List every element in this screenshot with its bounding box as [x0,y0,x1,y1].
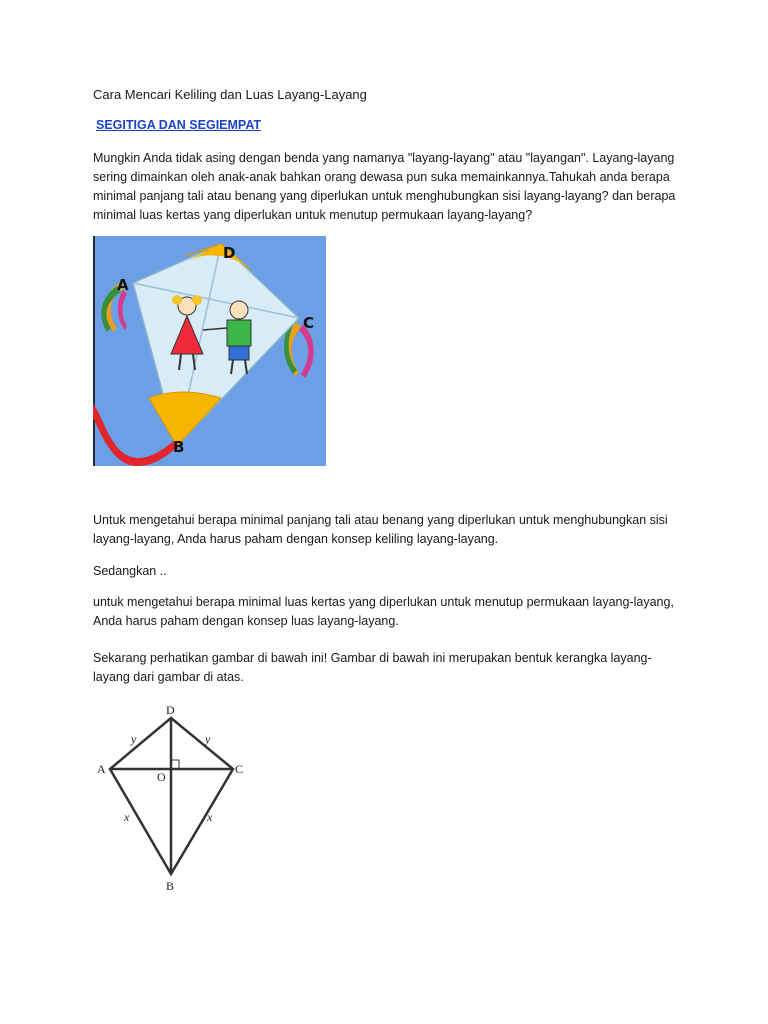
intro-paragraph: Mungkin Anda tidak asing dengan benda yang namanya "layang-layang" atau "layangan". Layang-layang sering dimainkan oleh anak-anak bahkan orang dewasa pun suka memainkannya.Tahukah anda berapa minimal panjang tali atau benang yang diperlukan untuk menghubungkan sisi layang-layang? dan berapa minimal luas kertas yang diperlukan untuk menutup permukaan layang-layang? [93,151,676,222]
diagram-label-b: B [166,879,175,893]
keliling-paragraph: Untuk mengetahui berapa minimal panjang tali atau benang yang diperlukan untuk menghubungkan sisi layang-layang, Anda harus paham dengan konsep keliling layang-layang. [93,513,668,546]
kite-illustration [93,236,326,466]
diagram-side-upper-right: y [205,732,211,746]
kite-label-c: C [303,314,315,332]
diagram-side-lower-right: x [207,810,213,824]
diagram-side-upper-left: y [131,732,137,746]
gambar-paragraph: Sekarang perhatikan gambar di bawah ini! Gambar di bawah ini merupakan bentuk kerangka layang-layang dari gambar di atas. [93,651,652,684]
luas-paragraph: untuk mengetahui berapa minimal luas kertas yang diperlukan untuk menutup permukaan layang-layang, Anda harus paham dengan konsep luas layang-layang. [93,595,674,628]
diagram-side-lower-left: x [124,810,130,824]
sedangkan-paragraph: Sedangkan .. [93,564,167,578]
kite-label-b: B [173,438,185,456]
diagram-label-a: A [97,762,106,776]
category-link[interactable]: SEGITIGA DAN SEGIEMPAT [96,118,262,132]
kite-label-d: D [223,244,236,262]
page-title: Cara Mencari Keliling dan Luas Layang-Layang [93,87,367,102]
kite-diagram [93,700,253,896]
diagram-label-o: O [157,770,166,784]
diagram-label-c: C [235,762,244,776]
diagram-label-d: D [166,703,175,717]
kite-label-a: A [117,276,129,294]
